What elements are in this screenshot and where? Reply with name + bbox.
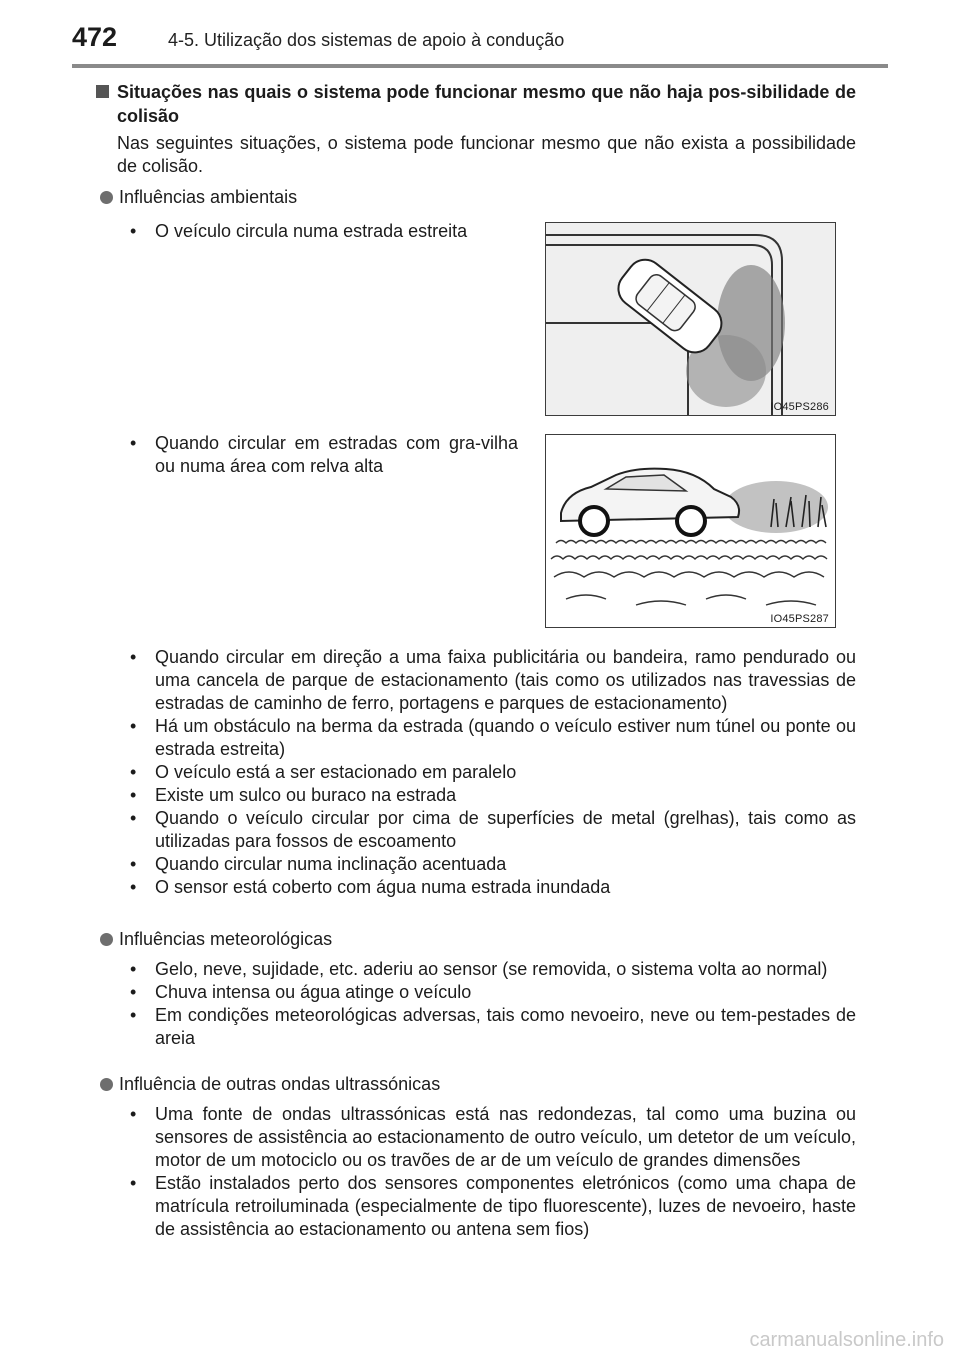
- page-number: 472: [72, 22, 118, 52]
- list-item: • Em condições meteorológicas adversas, tais como nevoeiro, neve ou tem-pestades de areia: [128, 1004, 856, 1050]
- list-item: • Chuva intensa ou água atinge o veículo: [128, 981, 856, 1004]
- circle-bullet-icon: [100, 933, 113, 946]
- weather-list: [128, 958, 856, 1050]
- figure-code: IO45PS286: [770, 401, 829, 413]
- environmental-list: [128, 646, 856, 899]
- list-item: • Quando o veículo circular por cima de superfícies de metal (grelhas), tais como as utilizadas para fossos de escoamento: [128, 807, 856, 853]
- ultrasonic-list: [128, 1103, 856, 1241]
- square-bullet-icon: [96, 85, 109, 98]
- section-title: Situações nas quais o sistema pode funcionar mesmo que não haja pos-sibilidade de colisão: [117, 82, 856, 126]
- weather-heading: [100, 928, 332, 951]
- figure-narrow-road: [545, 222, 836, 416]
- list-item: • O veículo circula numa estrada estreita: [128, 220, 518, 243]
- ultrasonic-title: Influência de outras ondas ultrassónicas: [119, 1074, 441, 1094]
- watermark: carmanualsonline.info: [749, 1329, 944, 1351]
- figure-item-list-1: [128, 220, 518, 243]
- list-item: • Existe um sulco ou buraco na estrada: [128, 784, 856, 807]
- figure-gravel-grass: [545, 434, 836, 628]
- weather-title: Influências meteorológicas: [119, 929, 333, 949]
- circle-bullet-icon: [100, 1078, 113, 1091]
- list-item: • Quando circular numa inclinação acentuada: [128, 853, 856, 876]
- environmental-heading: [100, 186, 297, 209]
- figure-item-list-2: [128, 432, 518, 478]
- section-intro: Nas seguintes situações, o sistema pode funcionar mesmo que não exista a possibilidade de colisão.: [117, 133, 856, 176]
- section-heading: [96, 80, 856, 128]
- gravel-grass-illustration: [546, 435, 836, 628]
- list-item: • Estão instalados perto dos sensores componentes eletrónicos (como uma chapa de matrícula retroiluminada (especialmente de tipo fluorescente), luzes de nevoeiro, haste de assistência ao estacionamento ou antena sem fios): [128, 1172, 856, 1241]
- header-rule: [72, 64, 888, 68]
- narrow-road-illustration: [546, 223, 836, 416]
- list-item: • Gelo, neve, sujidade, etc. aderiu ao sensor (se removida, o sistema volta ao normal): [128, 958, 856, 981]
- circle-bullet-icon: [100, 191, 113, 204]
- list-item: • Uma fonte de ondas ultrassónicas está nas redondezas, tal como uma buzina ou sensores de assistência ao estacionamento de outro veículo, um detetor de um veículo, motor de um motociclo ou os travões de ar de um veículo de grandes dimensões: [128, 1103, 856, 1172]
- list-item: • Há um obstáculo na berma da estrada (quando o veículo estiver num túnel ou ponte ou estrada estreita): [128, 715, 856, 761]
- figure-code: IO45PS287: [770, 613, 829, 625]
- list-item: • O veículo está a ser estacionado em paralelo: [128, 761, 856, 784]
- list-item: • Quando circular em direção a uma faixa publicitária ou bandeira, ramo pendurado ou uma cancela de parque de estacionamento (tais como os utilizados nas travessias de estradas de caminho de ferro, portagens e parques de estacionamento): [128, 646, 856, 715]
- environmental-title: Influências ambientais: [119, 187, 298, 207]
- list-item: • Quando circular em estradas com gra-vilha ou numa área com relva alta: [128, 432, 518, 478]
- chapter-title: 4-5. Utilização dos sistemas de apoio à condução: [168, 30, 565, 50]
- ultrasonic-heading: [100, 1073, 440, 1096]
- list-item: • O sensor está coberto com água numa estrada inundada: [128, 876, 856, 899]
